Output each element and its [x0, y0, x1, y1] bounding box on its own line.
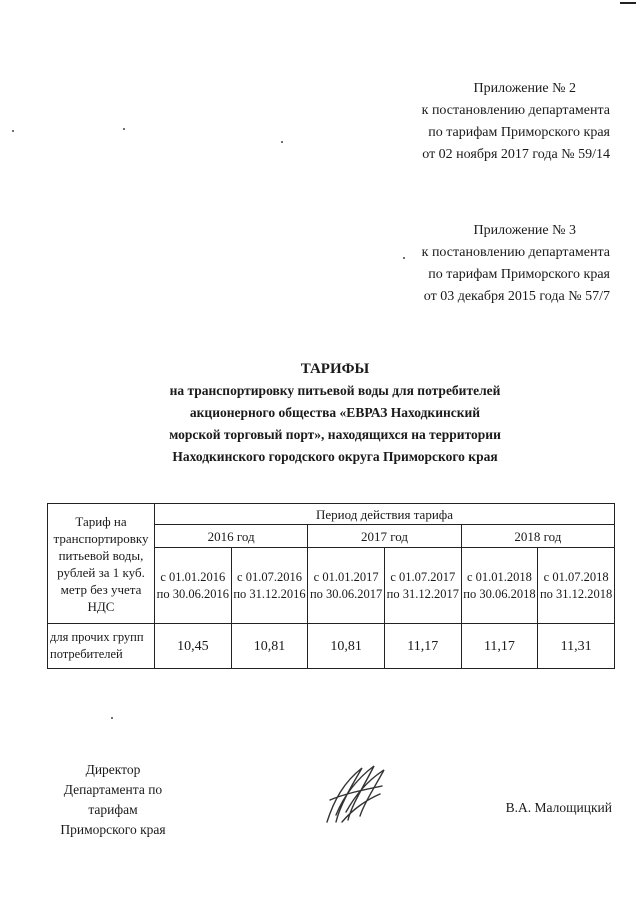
signatory-position	[48, 760, 178, 840]
tariff-value-cell: 10,81	[308, 624, 385, 669]
appendix-3-line: от 03 декабря 2015 года № 57/7	[423, 289, 610, 304]
tariff-header-cell: Тариф на транспортировку питьевой воды, рублей за 1 куб. метр без учета НДС	[48, 504, 155, 624]
appendix-3-title: Приложение № 3	[473, 223, 576, 238]
scan-speck	[281, 141, 283, 143]
tariff-value-cell: 11,31	[538, 624, 615, 669]
appendix-3-line: к постановлению департамента	[421, 245, 610, 260]
scan-speck	[123, 128, 125, 130]
period-range-cell: с 01.07.2018 по 31.12.2018	[538, 548, 615, 624]
tariff-value-cell: 11,17	[384, 624, 461, 669]
year-header-cell: 2016 год	[155, 525, 308, 548]
signatory-position-line: Директор	[85, 762, 141, 777]
appendix-2-block	[422, 78, 610, 166]
signatory-position-line: Приморского края	[60, 822, 166, 837]
document-title: ТАРИФЫ	[300, 361, 370, 377]
period-range-cell: с 01.07.2016 по 31.12.2016	[231, 548, 308, 624]
document-subtitle-line: акционерного общества «ЕВРАЗ Находкинский	[189, 405, 481, 420]
scan-speck	[111, 717, 113, 719]
appendix-3-line: по тарифам Приморского края	[428, 267, 610, 282]
signatory-name: В.А. Малощицкий	[505, 800, 612, 815]
period-header-cell: Период действия тарифа	[155, 504, 615, 525]
year-header-cell: 2017 год	[308, 525, 461, 548]
document-title-block	[150, 358, 520, 468]
period-range-cell: с 01.07.2017 по 31.12.2017	[384, 548, 461, 624]
handwritten-signature	[322, 760, 392, 830]
signatory-position-line: Департамента по тарифам	[63, 782, 163, 817]
appendix-3-block	[422, 220, 610, 308]
scan-speck	[403, 257, 405, 259]
tariff-value-cell: 11,17	[461, 624, 538, 669]
tariff-table	[47, 503, 615, 669]
appendix-2-line: по тарифам Приморского края	[428, 125, 610, 140]
scan-mark	[620, 2, 636, 4]
period-range-cell: с 01.01.2016 по 30.06.2016	[155, 548, 232, 624]
appendix-2-line: к постановлению департамента	[421, 103, 610, 118]
scan-speck	[12, 130, 14, 132]
appendix-2-title: Приложение № 2	[473, 81, 576, 96]
document-subtitle-line: на транспортировку питьевой воды для потребителей	[169, 383, 501, 398]
year-header-cell: 2018 год	[461, 525, 614, 548]
document-subtitle-line: Находкинского городского округа Приморского края	[172, 449, 498, 464]
period-range-cell: с 01.01.2018 по 30.06.2018	[461, 548, 538, 624]
row-label-cell: для прочих групп потребителей	[48, 624, 155, 669]
tariff-value-cell: 10,81	[231, 624, 308, 669]
appendix-2-line: от 02 ноября 2017 года № 59/14	[422, 147, 610, 162]
table-row	[48, 624, 615, 669]
tariff-value-cell: 10,45	[155, 624, 232, 669]
document-subtitle-line: морской торговый порт», находящихся на территории	[169, 427, 501, 442]
period-range-cell: с 01.01.2017 по 30.06.2017	[308, 548, 385, 624]
